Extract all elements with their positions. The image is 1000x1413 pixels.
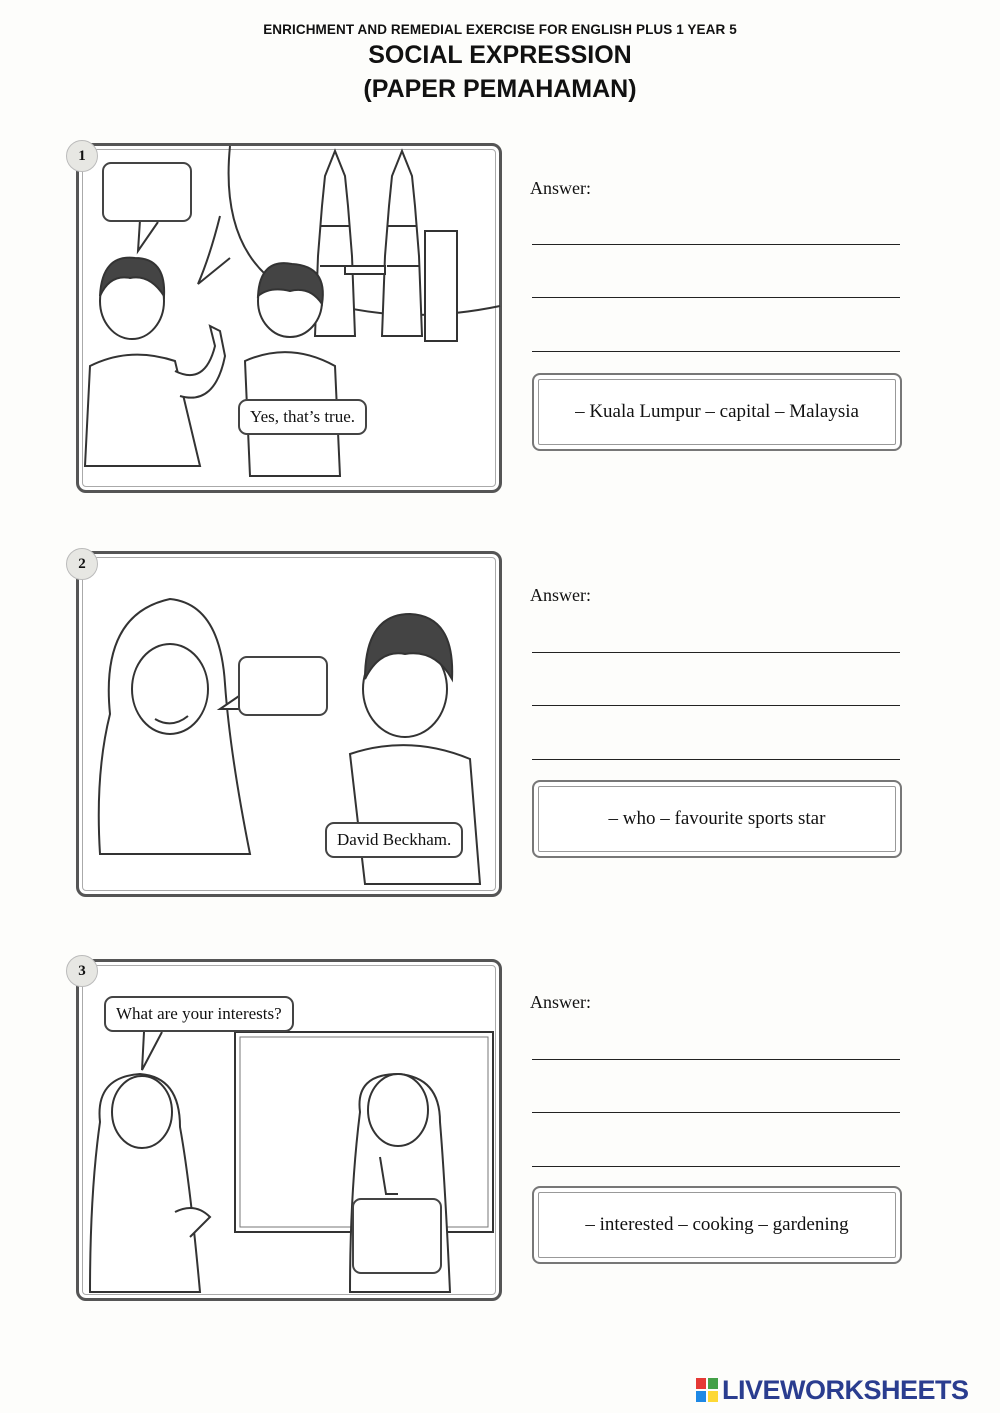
answer-label-3: Answer: <box>530 992 591 1012</box>
title-line-1: SOCIAL EXPRESSION <box>368 41 632 69</box>
speech-bubble-2: David Beckham. <box>325 822 463 858</box>
worksheet-subtitle: ENRICHMENT AND REMEDIAL EXERCISE FOR ENGLISH PLUS 1 YEAR 5 <box>263 22 737 37</box>
exercise-number-3: 3 <box>66 955 98 987</box>
answer-line-3a[interactable] <box>532 1059 900 1060</box>
empty-speech-bubble-3[interactable] <box>352 1198 442 1274</box>
answer-line-2b[interactable] <box>532 705 900 706</box>
brand-name: LIVEWORKSHEETS <box>722 1375 969 1405</box>
hint-box-1: – Kuala Lumpur – capital – Malaysia <box>532 373 902 451</box>
exercise-number-2: 2 <box>66 548 98 580</box>
speech-bubble-1: Yes, that’s true. <box>238 399 367 435</box>
empty-speech-bubble-2[interactable] <box>238 656 328 716</box>
liveworksheets-logo-icon <box>696 1378 718 1402</box>
hint-box-2: – who – favourite sports star <box>532 780 902 858</box>
answer-line-3c[interactable] <box>532 1166 900 1167</box>
answer-label-1: Answer: <box>530 178 591 198</box>
answer-line-1b[interactable] <box>532 297 900 298</box>
answer-line-1a[interactable] <box>532 244 900 245</box>
speech-bubble-3: What are your interests? <box>104 996 294 1032</box>
exercise-number-1: 1 <box>66 140 98 172</box>
hint-box-3: – interested – cooking – gardening <box>532 1186 902 1264</box>
answer-line-2a[interactable] <box>532 652 900 653</box>
answer-label-2: Answer: <box>530 585 591 605</box>
empty-speech-bubble-1[interactable] <box>102 162 192 222</box>
title-line-2: (PAPER PEMAHAMAN) <box>363 75 637 103</box>
answer-line-2c[interactable] <box>532 759 900 760</box>
answer-line-3b[interactable] <box>532 1112 900 1113</box>
liveworksheets-brand <box>696 1372 996 1408</box>
answer-line-1c[interactable] <box>532 351 900 352</box>
worksheet-title <box>0 38 1000 106</box>
